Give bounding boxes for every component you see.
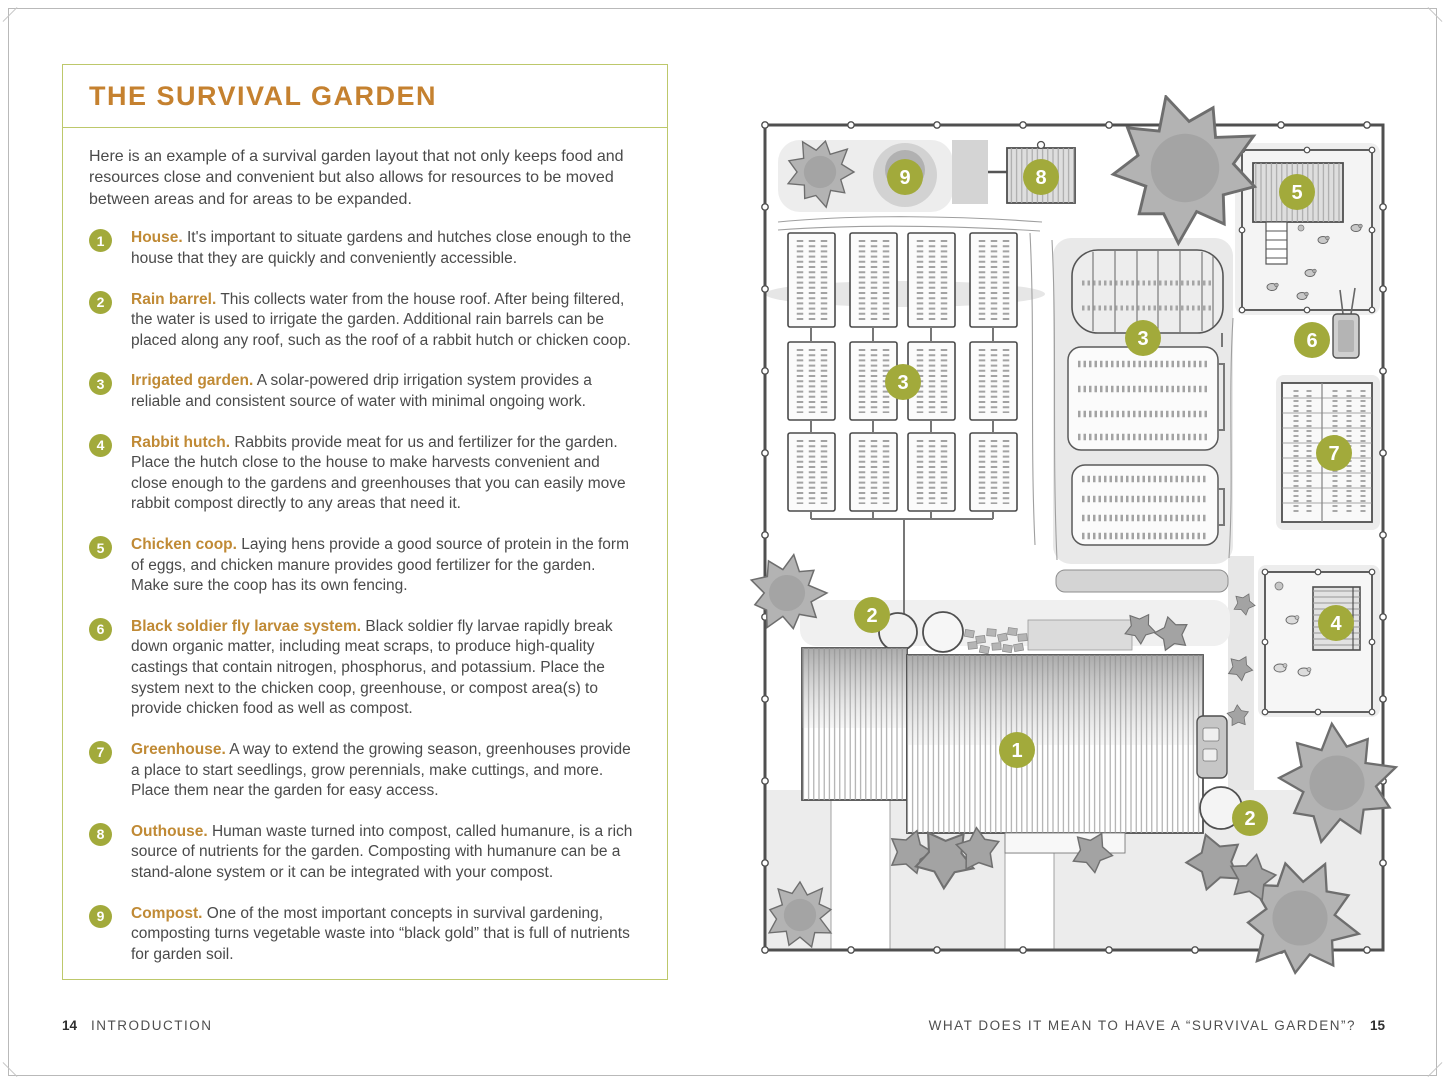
- map-marker-larvae-system: [1294, 322, 1330, 358]
- hedge-row: [1056, 570, 1228, 592]
- rabbit: [1286, 616, 1299, 625]
- list-item: [89, 371, 637, 412]
- svg-text:9: 9: [899, 167, 911, 189]
- svg-text:5: 5: [1291, 182, 1303, 204]
- list-item: [89, 535, 637, 597]
- item-bullet: 4: [89, 434, 112, 457]
- grill: [1197, 716, 1227, 778]
- item-bullet: 9: [89, 905, 112, 928]
- map-marker-rabbit-hutch: [1318, 605, 1354, 641]
- page-number: 14: [62, 1018, 78, 1033]
- item-term: Greenhouse.: [131, 740, 226, 758]
- panel-title-bar: [63, 65, 667, 128]
- footer-left: [62, 1018, 213, 1033]
- list-item: [89, 822, 637, 884]
- map-marker-chicken-coop: [1279, 174, 1315, 210]
- map-marker-irrigated-garden-2: [1125, 320, 1161, 356]
- item-bullet: 3: [89, 372, 112, 395]
- corner-mark: [3, 1062, 18, 1077]
- svg-text:1: 1: [1011, 740, 1023, 762]
- map-marker-outhouse: [1023, 159, 1059, 195]
- item-bullet: 2: [89, 291, 112, 314]
- svg-text:2: 2: [1244, 808, 1256, 830]
- item-description: Human waste turned into compost, called humanure, is a rich source of nutrients for the garden. Composting with humanure can be a stand-alone system or it can be integrated with your compost.: [131, 822, 633, 881]
- svg-text:3: 3: [1137, 328, 1149, 350]
- map-marker-rain-barrel: [854, 597, 890, 633]
- item-description: A solar-powered drip irrigation system provides a reliable and consistent source of water with minimal ongoing work.: [131, 372, 592, 410]
- map-marker-irrigated-garden: [885, 364, 921, 400]
- svg-text:2: 2: [866, 605, 878, 627]
- panel-body: [63, 128, 667, 965]
- map-marker-house: [999, 732, 1035, 768]
- section-title: INTRODUCTION: [91, 1018, 213, 1033]
- page-number: 15: [1369, 1018, 1385, 1033]
- item-description: This collects water from the house roof. After being filtered, the water is used to irrigate the garden. Additional rain barrels can be placed along any roof, such as the roof of a rabbit hutch or chicken coop.: [131, 290, 631, 349]
- item-term: Irrigated garden.: [131, 372, 254, 390]
- item-bullet: 1: [89, 229, 112, 252]
- list-item: [89, 617, 637, 720]
- list-item: [89, 228, 637, 269]
- rabbit: [1298, 668, 1311, 677]
- item-term: Rabbit hutch.: [131, 433, 231, 451]
- svg-text:8: 8: [1035, 167, 1047, 189]
- map-marker-compost: [887, 159, 923, 195]
- item-description: Rabbits provide meat for us and fertilizer for the garden. Place the hutch close to the house to make harvests convenient and close enough to the gardens and greenhouses that you can easily move rabbit compost directly to any areas that need it.: [131, 433, 626, 513]
- footer-right: [929, 1018, 1385, 1033]
- svg-text:7: 7: [1328, 443, 1340, 465]
- intro-text: Here is an example of a survival garden layout that not only keeps food and resources close and convenient but also allows for resources to be moved between areas and for areas to be expanded.: [89, 148, 624, 208]
- rabbit: [1274, 664, 1287, 673]
- garden-map: [745, 95, 1445, 995]
- corner-mark: [3, 7, 18, 22]
- svg-text:4: 4: [1330, 613, 1342, 635]
- hoop-house: [1072, 250, 1223, 333]
- garden-map-illustration: [745, 95, 1445, 995]
- map-marker-greenhouse: [1316, 435, 1352, 471]
- house-left-wing: [802, 648, 907, 800]
- svg-text:3: 3: [897, 372, 909, 394]
- item-description: One of the most important concepts in survival gardening, composting turns vegetable waste into “black gold” that is full of nutrients for garden soil.: [131, 904, 630, 963]
- corner-mark: [1428, 7, 1443, 22]
- item-term: Black soldier fly larvae system.: [131, 617, 362, 635]
- item-term: Chicken coop.: [131, 536, 237, 554]
- item-term: Rain barrel.: [131, 290, 217, 308]
- map-marker-rain-barrel-2: [1232, 800, 1268, 836]
- item-description: Laying hens provide a good source of protein in the form of eggs, and chicken manure provides good fertilizer for the garden. Make sure the coop has its own fencing.: [131, 536, 629, 595]
- item-description: A way to extend the growing season, greenhouses provide a place to start seedlings, grow perennials, make cuttings, and more. Place them near the garden for easy access.: [131, 740, 631, 800]
- rabbit-hutch-area: [1262, 569, 1375, 715]
- svg-text:6: 6: [1306, 330, 1318, 352]
- item-bullet: 5: [89, 536, 112, 559]
- list-item: [89, 290, 637, 352]
- item-description: It's important to situate gardens and hutches close enough to the house that they are quickly and conveniently accessible.: [131, 229, 632, 267]
- item-bullet: 6: [89, 618, 112, 641]
- corner-mark: [1428, 1062, 1443, 1077]
- coop-ramp: [1266, 222, 1287, 264]
- list-item: [89, 433, 637, 515]
- item-term: House.: [131, 229, 183, 247]
- item-bullet: 7: [89, 741, 112, 764]
- patio-slab: [1028, 620, 1132, 650]
- row-garden-bed: [1068, 347, 1218, 450]
- list-item: [89, 904, 637, 966]
- item-term: Outhouse.: [131, 822, 208, 840]
- house-main-wing: [907, 655, 1203, 833]
- item-description: Black soldier fly larvae rapidly break down organic matter, including meat scraps, to produce high-quality castings that contain nitrogen, phosphorus, and potassium. Place the system next to the chicken coop, greenhouse, or compost area(s) to provide chicken food as well as compost.: [131, 617, 613, 718]
- list-item: [89, 740, 637, 802]
- humanure-bin: [952, 140, 988, 204]
- item-term: Compost.: [131, 904, 203, 922]
- row-garden-bed: [1072, 465, 1218, 545]
- item-bullet: 8: [89, 823, 112, 846]
- survival-garden-panel: [62, 64, 668, 980]
- page-title: THE SURVIVAL GARDEN: [89, 80, 438, 111]
- chapter-title: WHAT DOES IT MEAN TO HAVE A “SURVIVAL GARDEN”?: [928, 1018, 1356, 1033]
